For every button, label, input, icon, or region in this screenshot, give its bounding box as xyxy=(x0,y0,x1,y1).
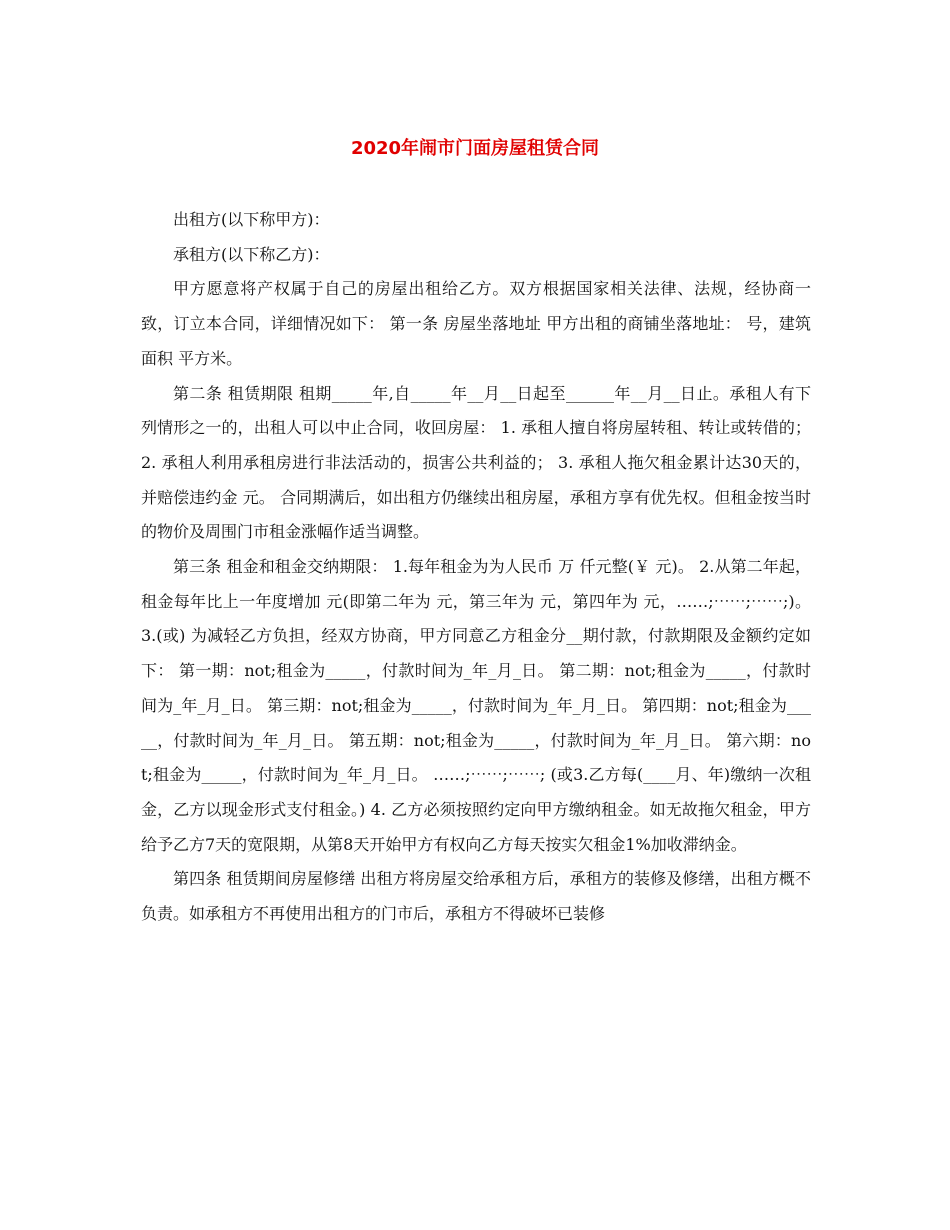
preamble-paragraph: 甲方愿意将产权属于自己的房屋出租给乙方。双方根据国家相关法律、法规，经协商一致，订立本合同，详细情况如下： 第一条 房屋坐落地址 甲方出租的商铺坐落地址： 号，建筑面积 平方米。 xyxy=(141,279,811,368)
article-4-repairs: 第四条 租赁期间房屋修缮 出租方将房屋交给承租方后，承租方的装修及修缮，出租方概不负责。如承租方不再使用出租方的门市后，承租方不得破坏已装修 xyxy=(141,869,811,924)
lessor-line: 出租方(以下称甲方)： xyxy=(173,210,330,229)
article-2-lease-term: 第二条 租赁期限 租期_____年,自_____年__月__日起至______年__月__日止。承租人有下列情形之一的，出租人可以中止合同，收回房屋： 1. 承租人擅自将房屋转租、转让或转借的； 2. 承租人利用承租房进行非法活动的，损害公共利益的； 3. 承租人拖欠租金累计达30天的，并赔偿违约金 元。 合同期满后，如出租方仍继续出租房屋，承租方享有优先权。但租金按当时的物价及周围门市租金涨幅作适当调整。 xyxy=(141,383,811,542)
document-body xyxy=(141,203,811,932)
document-title: 2020年闹市门面房屋租赁合同 xyxy=(350,138,600,159)
lessee-line: 承租方(以下称乙方)： xyxy=(173,244,330,264)
article-3-rent-payment: 第三条 租金和租金交纳期限： 1.每年租金为为人民币 万 仟元整(￥ 元)。 2.从第二年起，租金每年比上一年度增加 元(即第二年为 元，第三年为 元，第四年为 元，……;⋯⋯;⋯⋯;)。 3.(或) 为减轻乙方负担，经双方协商，甲方同意乙方租金分__期付款，付款期限及金额约定如下： 第一期：not;租金为_____，付款时间为_年_月_日。 第二期：not;租金为_____，付款时间为_年_月_日。 第三期：not;租金为_____，付款时间为_年_月_日。 第四期：not;租金为_____，付款时间为_年_月_日。 第五期：not;租金为_____，付款时间为_年_月_日。 第六期：not;租金为_____，付款时间为_年_月_日。 ……;⋯⋯;⋯⋯; (或3.乙方每(____月、年)缴纳一次租金，乙方以现金形式支付租金。) 4. 乙方必须按照约定向甲方缴纳租金。如无故拖欠租金，甲方给予乙方7天的宽限期，从第8天开始甲方有权向乙方每天按实欠租金1%加收滞纳金。 xyxy=(141,557,811,854)
